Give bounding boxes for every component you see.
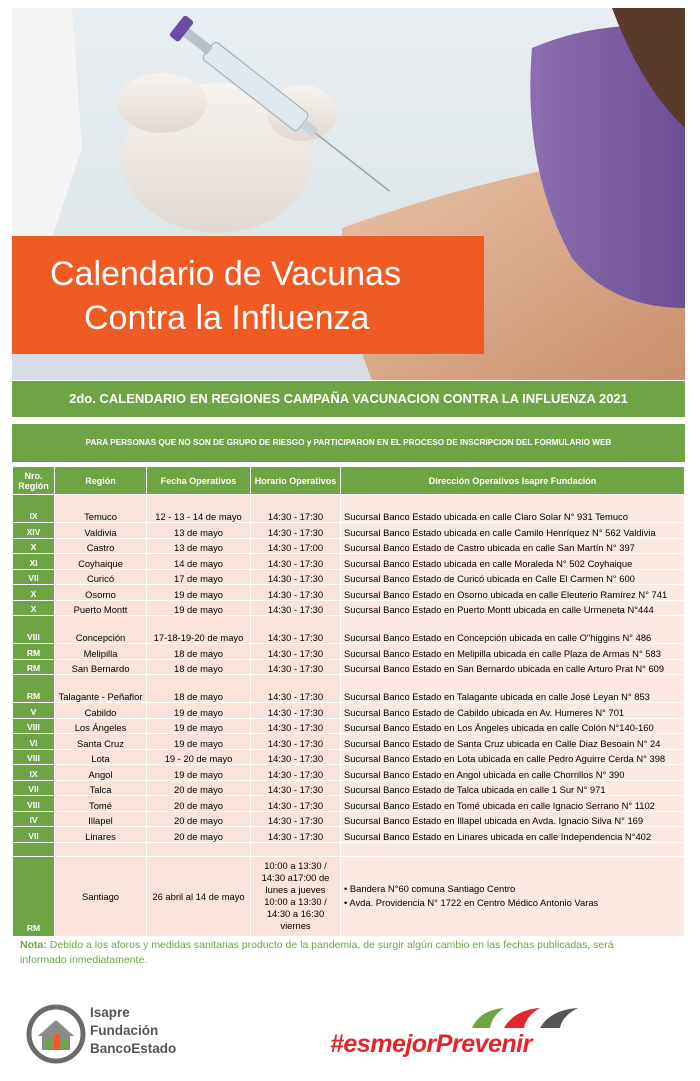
campaign-hashtag: #esmejorPrevenir bbox=[330, 1030, 532, 1058]
house-logo-icon bbox=[26, 1004, 86, 1064]
cell-horario: 14:30 - 17:30 bbox=[251, 495, 341, 523]
campaign-banner: 2do. CALENDARIO EN REGIONES CAMPAÑA VACUNACION CONTRA LA INFLUENZA 2021 bbox=[12, 381, 685, 417]
cell-horario: 14:30 - 17:30 bbox=[251, 765, 341, 781]
spacer-row bbox=[13, 842, 685, 856]
cell-direccion: Sucursal Banco Estado en San Bernardo ubicada en calle Arturo Prat N° 609 bbox=[341, 659, 685, 675]
table-row bbox=[13, 495, 685, 523]
isapre-logo bbox=[26, 1000, 216, 1070]
table-row bbox=[13, 644, 685, 660]
table-row bbox=[13, 780, 685, 796]
cell-horario: 14:30 - 17:30 bbox=[251, 554, 341, 570]
cell-fecha: 20 de mayo bbox=[147, 796, 251, 812]
cell-nro: IX bbox=[13, 765, 55, 781]
cell-nro: IV bbox=[13, 811, 55, 827]
hero-image bbox=[12, 8, 685, 380]
cell-fecha: 19 - 20 de mayo bbox=[147, 749, 251, 765]
cell-direccion: Sucursal Banco Estado ubicada en calle Claro Solar N° 931 Temuco bbox=[341, 495, 685, 523]
cell-region: Osorno bbox=[55, 585, 147, 601]
cell-horario: 10:00 a 13:30 / 14:30 a17:00 de lunes a jueves 10:00 a 13:30 / 14:30 a 16:30 viernes bbox=[251, 856, 341, 936]
cell-nro: VIII bbox=[13, 616, 55, 644]
cell-region: Coyhaique bbox=[55, 554, 147, 570]
cell-fecha: 12 - 13 - 14 de mayo bbox=[147, 495, 251, 523]
table-row-santiago bbox=[13, 856, 685, 936]
cell-horario: 14:30 - 17:30 bbox=[251, 644, 341, 660]
cell-fecha: 18 de mayo bbox=[147, 659, 251, 675]
cell-nro: IX bbox=[13, 495, 55, 523]
header-fecha: Fecha Operativos bbox=[147, 467, 251, 495]
cell-region: Melipilla bbox=[55, 644, 147, 660]
cell-nro: X bbox=[13, 538, 55, 554]
table-row bbox=[13, 749, 685, 765]
cell-fecha: 14 de mayo bbox=[147, 554, 251, 570]
cell-nro: XI bbox=[13, 554, 55, 570]
cell-region: Puerto Montt bbox=[55, 600, 147, 616]
cell-horario: 14:30 - 17:30 bbox=[251, 734, 341, 750]
note-text: Debido a los aforos y medidas sanitarias producto de la pandemia, de surgir algún cambio en las fechas publicadas, será informado inmediatamente. bbox=[20, 939, 614, 966]
page-title-line1: Calendario de Vacunas bbox=[50, 255, 401, 293]
cell-horario: 14:30 - 17:30 bbox=[251, 796, 341, 812]
cell-direccion: Sucursal Banco Estado en Melipilla ubicada en calle Plaza de Armas N° 583 bbox=[341, 644, 685, 660]
cell-region: Concepción bbox=[55, 616, 147, 644]
cell-region: Lota bbox=[55, 749, 147, 765]
cell-direccion: Sucursal Banco Estado de Castro ubicada en calle San Martín N° 397 bbox=[341, 538, 685, 554]
cell-direccion: Sucursal Banco Estado en Linares ubicada en calle Independencia N°402 bbox=[341, 827, 685, 843]
table-row bbox=[13, 703, 685, 719]
cell-region: San Bernardo bbox=[55, 659, 147, 675]
cell-direccion: Sucursal Banco Estado en Tomé ubicada en calle Ignacio Serrano N° 1102 bbox=[341, 796, 685, 812]
cell-nro: X bbox=[13, 600, 55, 616]
cell-horario: 14:30 - 17:30 bbox=[251, 703, 341, 719]
cell-nro: RM bbox=[13, 856, 55, 936]
cell-nro: RM bbox=[13, 644, 55, 660]
table-row bbox=[13, 600, 685, 616]
cell-region: Los Ángeles bbox=[55, 718, 147, 734]
cell-horario: 14:30 - 17:30 bbox=[251, 827, 341, 843]
schedule-table bbox=[12, 466, 685, 937]
cell-fecha: 19 de mayo bbox=[147, 718, 251, 734]
table-row bbox=[13, 827, 685, 843]
cell-horario: 14:30 - 17:30 bbox=[251, 749, 341, 765]
cell-direccion: Sucursal Banco Estado en Angol ubicada en calle Chorrillos N° 390 bbox=[341, 765, 685, 781]
logo-text: Isapre Fundación BancoEstado bbox=[90, 1005, 177, 1056]
note-label: Nota: bbox=[20, 939, 47, 951]
cell-nro: RM bbox=[13, 659, 55, 675]
eligibility-banner: PARA PERSONAS QUE NO SON DE GRUPO DE RIESGO y PARTICIPARON EN EL PROCESO DE INSCRIPCION DEL FORMULARIO WEB bbox=[12, 424, 685, 462]
cell-fecha: 17 de mayo bbox=[147, 569, 251, 585]
header-direccion: Dirección Operativos Isapre Fundación bbox=[341, 467, 685, 495]
cell-horario: 14:30 - 17:30 bbox=[251, 585, 341, 601]
cell-fecha: 19 de mayo bbox=[147, 600, 251, 616]
swoosh-logo-icon bbox=[470, 1004, 590, 1032]
table-row bbox=[13, 538, 685, 554]
cell-fecha: 18 de mayo bbox=[147, 644, 251, 660]
cell-direccion: Sucursal Banco Estado de Cabildo ubicada en Av. Humeres N° 701 bbox=[341, 703, 685, 719]
cell-horario: 14:30 - 17:30 bbox=[251, 616, 341, 644]
header-region: Región bbox=[55, 467, 147, 495]
table-row bbox=[13, 796, 685, 812]
cell-region: Angol bbox=[55, 765, 147, 781]
table-row bbox=[13, 585, 685, 601]
cell-nro: VIII bbox=[13, 749, 55, 765]
cell-direccion: Sucursal Banco Estado en Talagante ubicada en calle José Leyan N° 853 bbox=[341, 675, 685, 703]
cell-fecha: 19 de mayo bbox=[147, 703, 251, 719]
cell-direccion: Sucursal Banco Estado en Osorno ubicada en calle Eleuterio Ramírez N° 741 bbox=[341, 585, 685, 601]
cell-region: Castro bbox=[55, 538, 147, 554]
cell-nro: V bbox=[13, 703, 55, 719]
cell-region: Talca bbox=[55, 780, 147, 796]
cell-region: Illapel bbox=[55, 811, 147, 827]
table-row bbox=[13, 616, 685, 644]
cell-fecha: 20 de mayo bbox=[147, 827, 251, 843]
cell-nro: X bbox=[13, 585, 55, 601]
cell-fecha: 20 de mayo bbox=[147, 811, 251, 827]
cell-region: Temuco bbox=[55, 495, 147, 523]
table-row bbox=[13, 523, 685, 539]
cell-fecha: 13 de mayo bbox=[147, 538, 251, 554]
cell-fecha: 18 de mayo bbox=[147, 675, 251, 703]
cell-region: Linares bbox=[55, 827, 147, 843]
cell-horario: 14:30 - 17:30 bbox=[251, 600, 341, 616]
table-row bbox=[13, 659, 685, 675]
table-row bbox=[13, 675, 685, 703]
table-row bbox=[13, 554, 685, 570]
table-row bbox=[13, 811, 685, 827]
table-row bbox=[13, 569, 685, 585]
cell-fecha: 26 abril al 14 de mayo bbox=[147, 856, 251, 936]
cell-nro: VII bbox=[13, 780, 55, 796]
cell-nro: VII bbox=[13, 827, 55, 843]
cell-direccion: Sucursal Banco Estado de Curicó ubicada en Calle El Carmen N° 600 bbox=[341, 569, 685, 585]
cell-fecha: 19 de mayo bbox=[147, 734, 251, 750]
cell-nro: VIII bbox=[13, 718, 55, 734]
cell-region: Santiago bbox=[55, 856, 147, 936]
cell-direccion: Sucursal Banco Estado en Lota ubicada en calle Pedro Aguirre Cerda N° 398 bbox=[341, 749, 685, 765]
cell-horario: 14:30 - 17:00 bbox=[251, 538, 341, 554]
cell-nro: VIII bbox=[13, 796, 55, 812]
cell-horario: 14:30 - 17:30 bbox=[251, 811, 341, 827]
header-nro-region: Nro. Región bbox=[13, 467, 55, 495]
cell-direccion: • Bandera N°60 comuna Santiago Centro • Avda. Providencia N° 1722 en Centro Médico Antonio Varas bbox=[341, 856, 685, 936]
cell-horario: 14:30 - 17:30 bbox=[251, 523, 341, 539]
table-row bbox=[13, 765, 685, 781]
cell-horario: 14:30 - 17:30 bbox=[251, 659, 341, 675]
cell-fecha: 19 de mayo bbox=[147, 765, 251, 781]
cell-region: Valdivia bbox=[55, 523, 147, 539]
cell-horario: 14:30 - 17:30 bbox=[251, 675, 341, 703]
cell-horario: 14:30 - 17:30 bbox=[251, 780, 341, 796]
cell-fecha: 17-18-19-20 de mayo bbox=[147, 616, 251, 644]
cell-direccion: Sucursal Banco Estado en Puerto Montt ubicada en calle Urmeneta N°444 bbox=[341, 600, 685, 616]
header-horario: Horario Operativos bbox=[251, 467, 341, 495]
cell-horario: 14:30 - 17:30 bbox=[251, 718, 341, 734]
cell-nro: XIV bbox=[13, 523, 55, 539]
cell-region: Tomé bbox=[55, 796, 147, 812]
cell-direccion: Sucursal Banco Estado en Illapel ubicada en Avda. Ignacio Silva N° 169 bbox=[341, 811, 685, 827]
cell-direccion: Sucursal Banco Estado ubicada en calle Moraleda N° 502 Coyhaique bbox=[341, 554, 685, 570]
cell-fecha: 20 de mayo bbox=[147, 780, 251, 796]
note bbox=[20, 938, 660, 968]
table-header-row bbox=[13, 467, 685, 495]
cell-region: Talagante - Peñaflor bbox=[55, 675, 147, 703]
table-row bbox=[13, 734, 685, 750]
cell-region: Curicó bbox=[55, 569, 147, 585]
cell-nro: VII bbox=[13, 569, 55, 585]
cell-direccion: Sucursal Banco Estado de Santa Cruz ubicada en Calle Diaz Besoain N° 24 bbox=[341, 734, 685, 750]
campaign-logo bbox=[330, 1004, 600, 1074]
cell-horario: 14:30 - 17:30 bbox=[251, 569, 341, 585]
cell-direccion: Sucursal Banco Estado de Talca ubicada en calle 1 Sur N° 971 bbox=[341, 780, 685, 796]
cell-direccion: Sucursal Banco Estado en Concepción ubicada en calle O"higgins N° 486 bbox=[341, 616, 685, 644]
page-title-line2: Contra la Influenza bbox=[84, 299, 370, 337]
cell-fecha: 19 de mayo bbox=[147, 585, 251, 601]
cell-nro: VI bbox=[13, 734, 55, 750]
cell-nro: RM bbox=[13, 675, 55, 703]
cell-direccion: Sucursal Banco Estado en Los Ángeles ubicada en calle Colón N°140-160 bbox=[341, 718, 685, 734]
cell-fecha: 13 de mayo bbox=[147, 523, 251, 539]
cell-direccion: Sucursal Banco Estado ubicada en calle Camilo Henríquez N° 562 Valdivia bbox=[341, 523, 685, 539]
table-row bbox=[13, 718, 685, 734]
cell-region: Cabildo bbox=[55, 703, 147, 719]
cell-region: Santa Cruz bbox=[55, 734, 147, 750]
